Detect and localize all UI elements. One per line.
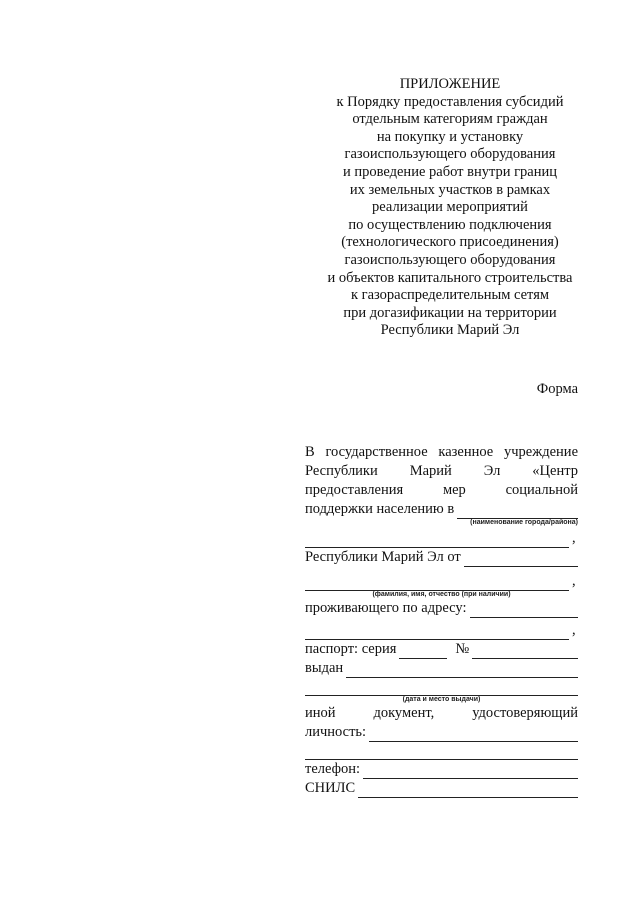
residence-label: проживающего по адресу: [305,600,467,616]
header-line: и проведение работ внутри границ [342,163,558,180]
word: казенное [438,444,494,460]
header-line: к Порядку предоставления субсидий [336,93,564,110]
city-continue-line [305,529,578,548]
word: Республики [305,463,378,479]
word: иной [305,705,336,721]
header-line: и объектов капитального строительства [327,269,573,286]
issued-continue-line [305,682,578,696]
from-line [305,548,578,567]
passport-series-label: паспорт: серия [305,641,397,657]
comma: , [572,622,576,638]
word: Марий [409,463,452,479]
header-line: к газораспределительным сетям [350,287,550,304]
identity-line [305,723,578,742]
issued-hint: (дата и место выдачи) [402,696,481,703]
word: удостоверяющий [472,705,578,721]
applicant-name-field[interactable] [464,553,578,567]
passport-line [305,640,578,659]
city-hint: (наименование города/района) [470,519,578,526]
issued-field-continued[interactable] [305,682,578,696]
passport-number-field[interactable] [472,645,578,659]
header-line: газоиспользующего оборудования [344,146,556,163]
phone-line [305,760,578,779]
addressee-line-4 [305,500,578,519]
identity-doc-field-continued[interactable] [305,746,578,760]
issued-field[interactable] [346,664,578,678]
word: документ, [373,705,435,721]
applicant-name-field-continued[interactable] [305,577,569,591]
comma: , [572,573,576,589]
addressee-line-1 [305,443,578,462]
word: «Центр [532,463,578,479]
address-field[interactable] [470,604,579,618]
word: мер [442,482,466,498]
city-field-continued[interactable] [305,534,569,548]
word: предоставления [305,482,404,498]
phone-field[interactable] [363,765,578,779]
passport-series-field[interactable] [399,645,447,659]
snils-line [305,779,578,798]
form-label: Форма [536,381,578,397]
header-line: при догазификации на территории [343,304,557,321]
header-line: отдельным категориям граждан [352,111,548,128]
header-line: Республики Марий Эл [380,322,520,339]
header-line: на покупку и установку [376,128,524,145]
word: государственное [325,444,428,460]
fio-line [305,572,578,591]
addressee-block [305,443,578,798]
phone-label: телефон: [305,761,361,777]
addressee-text: поддержки населению в [305,501,455,517]
issued-label: выдан [305,660,344,676]
address-field-continued[interactable] [305,626,569,640]
identity-doc-field[interactable] [369,728,578,742]
appendix-header [300,76,600,340]
header-line: реализации мероприятий [372,199,528,216]
word: В [305,444,315,460]
comma: , [572,530,576,546]
other-doc-line [305,704,578,723]
snils-field[interactable] [358,784,578,798]
passport-number-label: № [455,641,470,657]
identity-continue-line [305,746,578,760]
snils-label: СНИЛС [305,780,356,796]
header-line: газоиспользующего оборудования [344,251,556,268]
addressee-line-3 [305,481,578,500]
appendix-title: ПРИЛОЖЕНИЕ [399,76,501,92]
fio-hint: (фамилия, имя, отчество (при наличии) [372,591,511,598]
from-label: Республики Марий Эл от [305,549,461,565]
residence-line [305,599,578,618]
word: учреждение [503,444,578,460]
header-line: (технологического присоединения) [341,234,559,251]
word: социальной [505,482,578,498]
address-continue-line [305,621,578,640]
issued-line [305,659,578,678]
identity-label: личность: [305,724,367,740]
header-line: по осуществлению подключения [348,216,552,233]
header-line: их земельных участков в рамках [349,181,551,198]
word: Эл [483,463,501,479]
addressee-line-2 [305,462,578,481]
city-field[interactable] [457,505,578,519]
